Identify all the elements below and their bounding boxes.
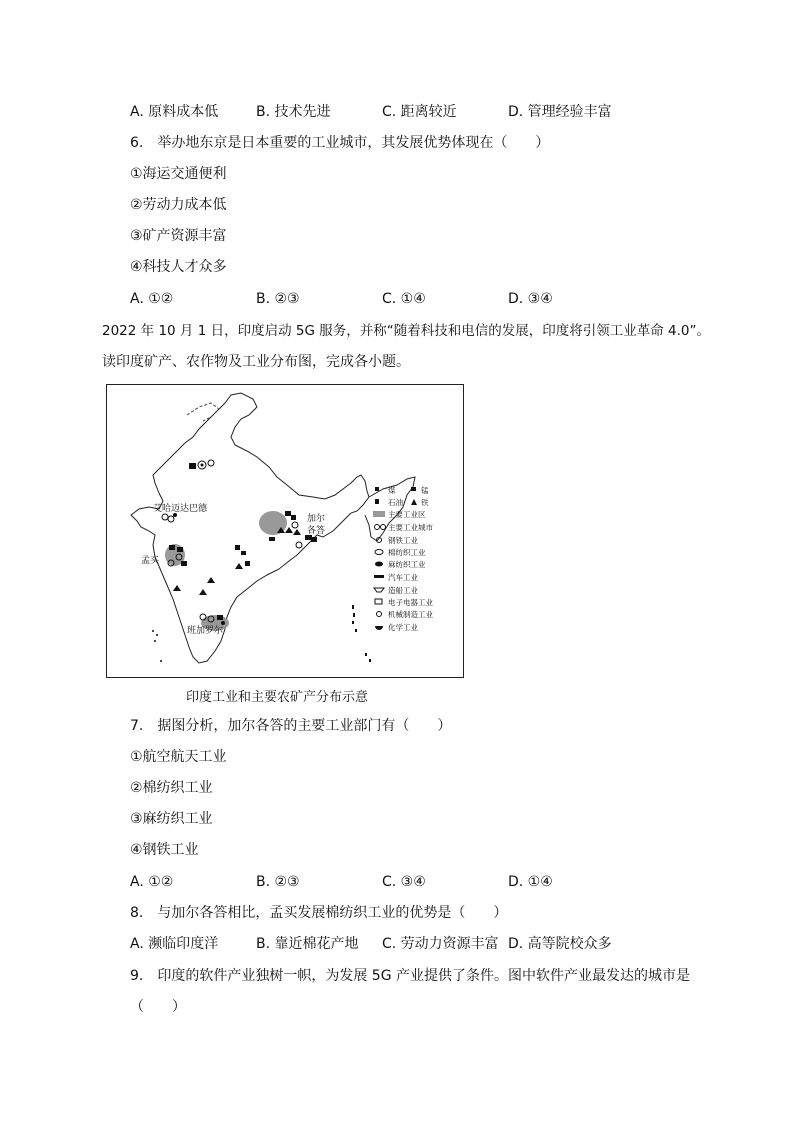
oil-icon	[375, 499, 379, 504]
svg-text:麻纺织工业: 麻纺织工业	[388, 560, 426, 569]
q9-stem: 9. 印度的软件产业独树一帜，为发展 5G 产业提供了条件。图中软件产业最发达的城市是	[130, 968, 691, 984]
q6-option-d: D. ③④	[508, 291, 553, 307]
q5-option-b: B. 技术先进	[256, 104, 331, 120]
svg-text:锰: 锰	[421, 486, 429, 495]
electronics-icon	[375, 599, 382, 604]
auto-icon	[374, 575, 384, 578]
iron-icon	[411, 499, 417, 505]
svg-text:铁: 铁	[421, 498, 429, 507]
city-mumbai: 孟买	[141, 556, 160, 566]
q7-item-3: ③麻纺织工业	[130, 811, 213, 827]
q7-option-a: A. ①②	[130, 874, 174, 890]
city-bangalore: 班加罗尔	[187, 626, 224, 636]
q8-option-d: D. 高等院校众多	[508, 936, 612, 952]
q6-option-c: C. ①④	[382, 291, 426, 307]
svg-text:机械制造工业: 机械制造工业	[388, 610, 433, 619]
q6-option-b: B. ②③	[256, 291, 300, 307]
svg-text:造船工业: 造船工业	[388, 586, 418, 595]
svg-text:化学工业: 化学工业	[388, 623, 418, 632]
q7-option-c: C. ③④	[382, 874, 426, 890]
q6-item-3: ③矿产资源丰富	[130, 228, 227, 244]
q5-option-d: D. 管理经验丰富	[508, 104, 612, 120]
q9-blank: （ ）	[130, 999, 186, 1015]
machinery-icon	[377, 612, 382, 617]
jute-textile-icon	[375, 562, 383, 567]
q8-option-c: C. 劳动力资源丰富	[382, 936, 499, 952]
chemical-icon	[375, 626, 383, 630]
q7-option-d: D. ①④	[508, 874, 553, 890]
intro-line-1: 2022 年 10 月 1 日，印度启动 5G 服务，并称“随着科技和电信的发展，印度将引领工业革命 4.0”。	[102, 323, 710, 339]
city-kolkata-line-2: 各答	[307, 526, 326, 536]
q8-option-b: B. 靠近棉花产地	[256, 936, 359, 952]
svg-text:石油: 石油	[388, 498, 403, 507]
manganese-icon	[411, 487, 416, 491]
city-kolkata-line-1: 加尔	[307, 514, 326, 524]
map-caption: 印度工业和主要农矿产分布示意	[186, 690, 369, 705]
q7-option-b: B. ②③	[256, 874, 300, 890]
svg-text:电子电器工业: 电子电器工业	[388, 598, 433, 607]
svg-text:煤: 煤	[388, 486, 396, 495]
india-map	[106, 384, 464, 678]
intro-line-2: 读印度矿产、农作物及工业分布图，完成各小题。	[102, 354, 410, 370]
shipbuilding-icon	[374, 588, 384, 592]
q6-item-1: ①海运交通便利	[130, 166, 227, 182]
q7-item-4: ④钢铁工业	[130, 842, 199, 858]
svg-text:钢铁工业: 钢铁工业	[388, 536, 418, 545]
svg-text:主要工业城市: 主要工业城市	[388, 523, 433, 532]
industrial-city-icon	[375, 525, 380, 530]
q5-option-c: C. 距离较近	[382, 104, 457, 120]
q7-stem: 7. 据图分析，加尔各答的主要工业部门有（ ）	[130, 718, 452, 734]
svg-text:主要工业区: 主要工业区	[388, 510, 426, 519]
q6-item-4: ④科技人才众多	[130, 259, 227, 275]
svg-text:汽车工业: 汽车工业	[388, 573, 418, 582]
cotton-textile-icon	[375, 550, 383, 555]
q7-item-2: ②棉纺织工业	[130, 780, 213, 796]
india-outline	[131, 393, 369, 663]
q8-option-a: A. 濒临印度洋	[130, 936, 219, 952]
q7-item-1: ①航空航天工业	[130, 749, 227, 765]
coal-icon	[375, 487, 379, 491]
q6-item-2: ②劳动力成本低	[130, 197, 227, 213]
q8-stem: 8. 与加尔各答相比，孟买发展棉纺织工业的优势是（ ）	[130, 905, 508, 921]
q5-option-a: A. 原料成本低	[130, 104, 219, 120]
industrial-zone-icon	[373, 511, 385, 517]
svg-text:棉纺织工业: 棉纺织工业	[388, 548, 426, 557]
city-ahmedabad: 艾哈迈达巴德	[153, 504, 208, 514]
q6-option-a: A. ①②	[130, 291, 174, 307]
q6-stem: 6. 举办地东京是日本重要的工业城市，其发展优势体现在（ ）	[130, 135, 550, 151]
